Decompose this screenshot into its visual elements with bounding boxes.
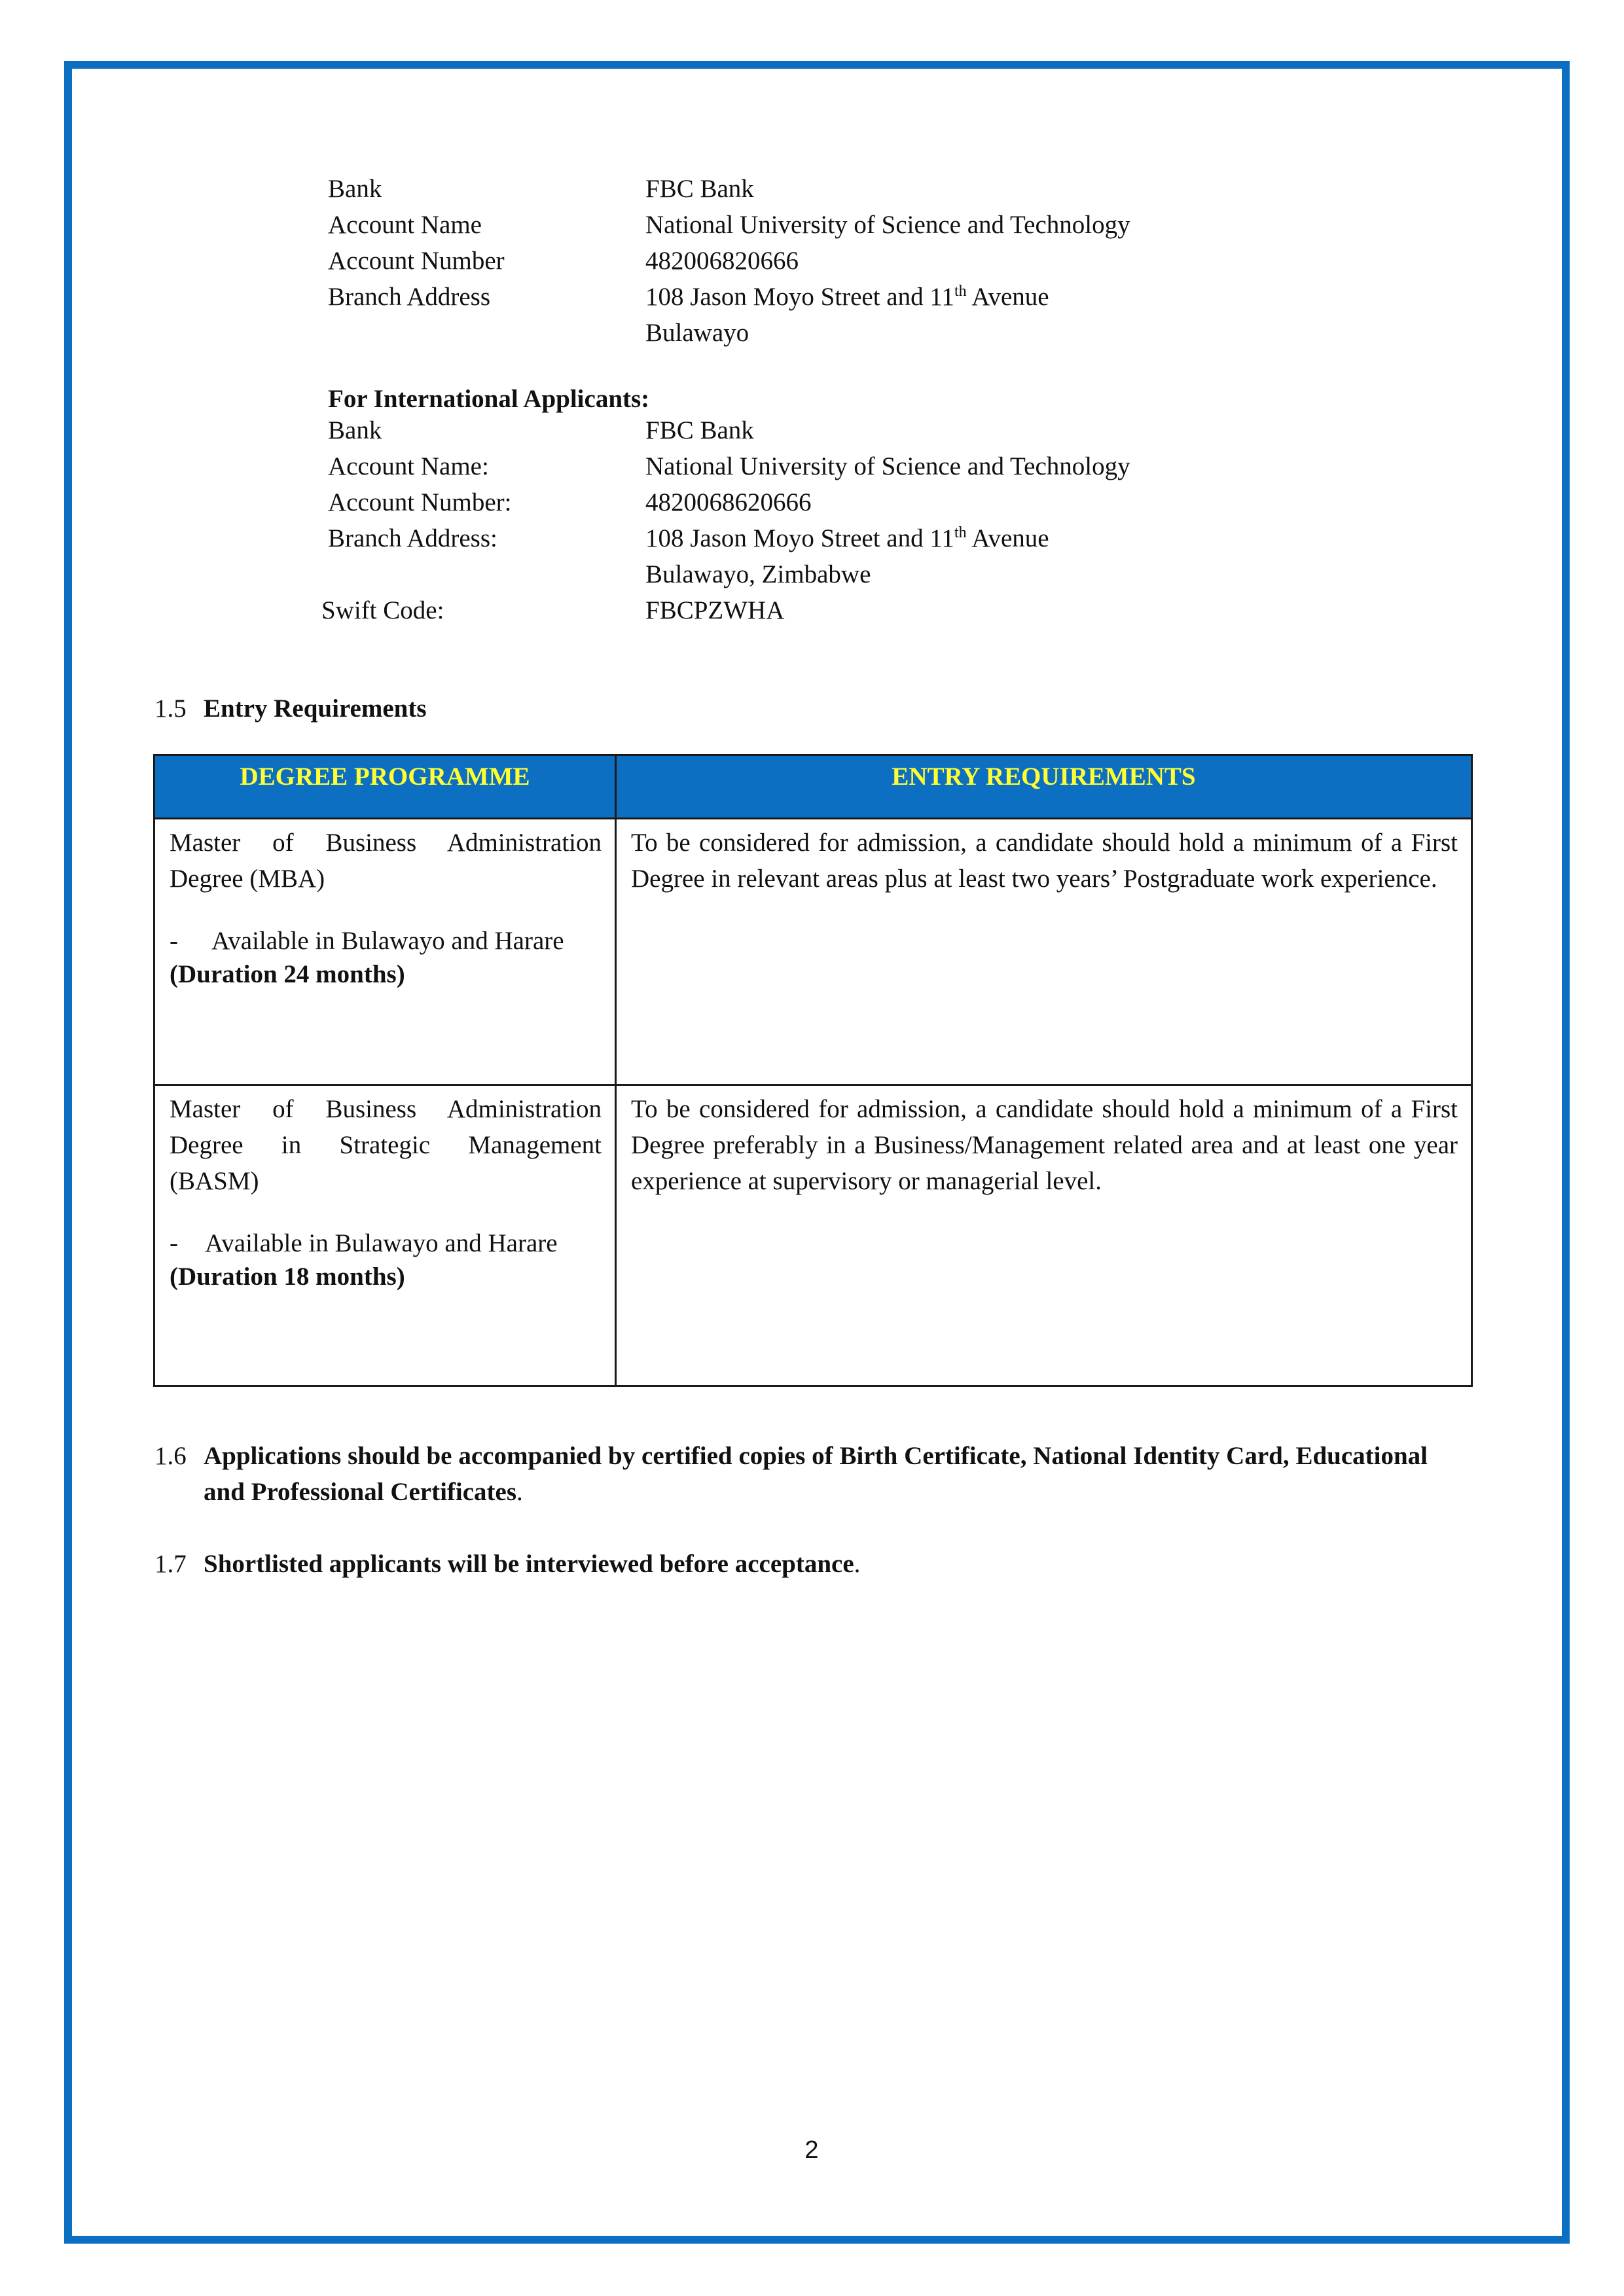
programme-duration: (Duration 18 months) <box>170 1263 405 1291</box>
section-1-7-text: Shortlisted applicants will be interviewed before acceptance. <box>204 1550 861 1578</box>
intl-swift-label: Swift Code: <box>321 596 444 624</box>
table-row <box>154 1085 1472 1386</box>
intl-branch-address-line2: Bulawayo, Zimbabwe <box>645 560 871 588</box>
table-header-row <box>154 755 1472 819</box>
local-bank-label: Bank <box>328 175 382 203</box>
local-branch-address-label: Branch Address <box>328 283 491 311</box>
local-account-name-value: National University of Science and Technology <box>645 211 1130 239</box>
intl-account-name-value: National University of Science and Technology <box>645 452 1130 480</box>
intl-account-number-value: 4820068620666 <box>645 488 812 516</box>
intl-swift-value: FBCPZWHA <box>645 596 785 624</box>
intl-account-name-label: Account Name: <box>328 452 489 480</box>
table-row <box>154 819 1472 1085</box>
header-entry-requirements: ENTRY REQUIREMENTS <box>616 755 1472 819</box>
local-bank-value: FBC Bank <box>645 175 754 203</box>
programme-cell <box>154 1085 616 1386</box>
intl-bank-label: Bank <box>328 416 382 444</box>
local-account-number-value: 482006820666 <box>645 247 799 275</box>
programme-cell <box>154 819 616 1085</box>
local-account-number-label: Account Number <box>328 247 505 275</box>
local-branch-address-line2: Bulawayo <box>645 319 749 347</box>
programme-availability: - Available in Bulawayo and Harare <box>170 1229 558 1257</box>
requirements-cell: To be considered for admission, a candidate should hold a minimum of a First Degree preferably in a Business/Management related area and at least one year experience at supervisory or managerial level. <box>616 1085 1472 1386</box>
local-branch-address-line1: 108 Jason Moyo Street and 11th Avenue <box>645 283 1049 311</box>
header-degree-programme: DEGREE PROGRAMME <box>154 755 616 819</box>
intl-branch-address-line1: 108 Jason Moyo Street and 11th Avenue <box>645 524 1049 552</box>
programme-availability: - Available in Bulawayo and Harare <box>170 927 564 955</box>
programme-duration: (Duration 24 months) <box>170 960 405 988</box>
intl-bank-value: FBC Bank <box>645 416 754 444</box>
section-1-5-title: Entry Requirements <box>204 694 427 723</box>
international-heading: For International Applicants: <box>328 385 650 413</box>
section-1-6-number: 1.6 <box>154 1442 187 1470</box>
intl-account-number-label: Account Number: <box>328 488 512 516</box>
requirements-cell: To be considered for admission, a candidate should hold a minimum of a First Degree in relevant areas plus at least two years’ Postgraduate work experience. <box>616 819 1472 1085</box>
intl-branch-address-label: Branch Address: <box>328 524 497 552</box>
section-1-6-text: Applications should be accompanied by certified copies of Birth Certificate, National Identity Card, Educational and Professional Certificates. <box>204 1442 1428 1506</box>
local-account-name-label: Account Name <box>328 211 482 239</box>
section-1-7-number: 1.7 <box>154 1550 187 1578</box>
programme-name: Master of Business Administration Degree in Strategic Management (BASM) <box>170 1095 602 1195</box>
entry-requirements-table <box>153 754 1473 1387</box>
section-1-5-number: 1.5 <box>154 694 187 723</box>
page-number: 2 <box>804 2136 819 2164</box>
programme-name: Master of Business Administration Degree (MBA) <box>170 829 602 893</box>
